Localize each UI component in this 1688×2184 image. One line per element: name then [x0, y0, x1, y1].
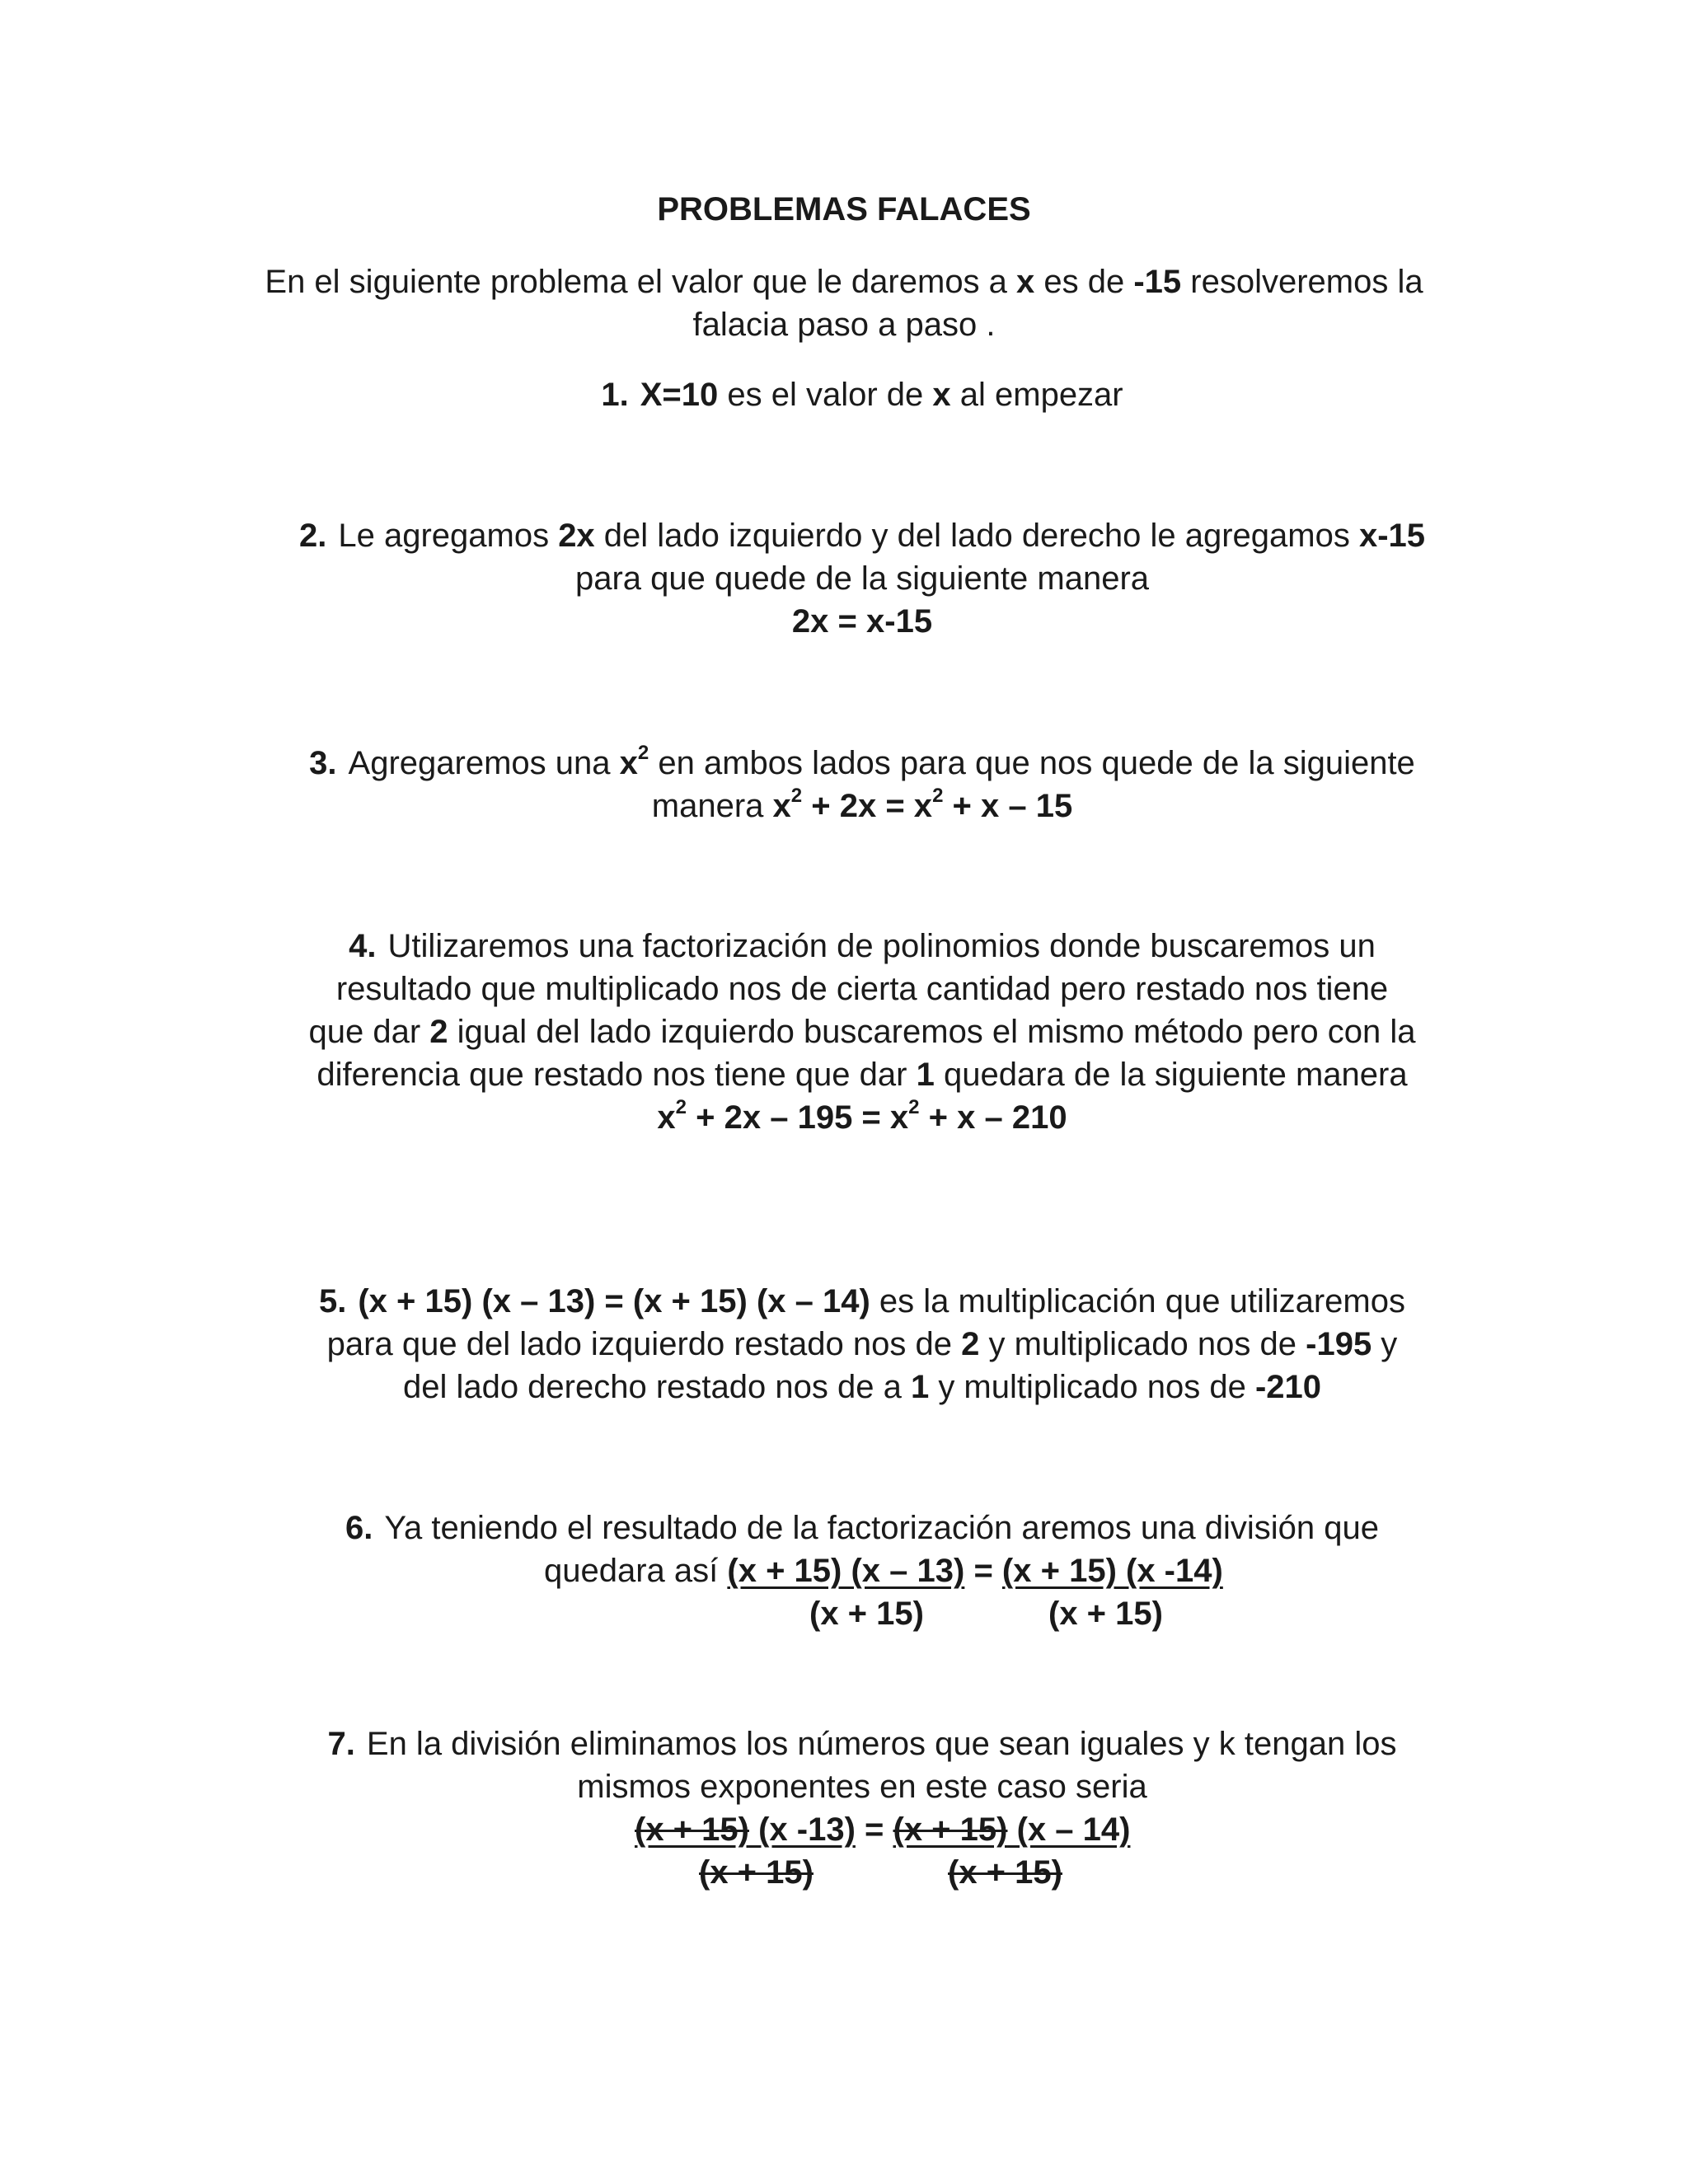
step-2-line-1: 2. Le agregamos 2x del lado izquierdo y del lado derecho le agregamos x-15: [298, 518, 1426, 554]
step-6-denominator-left: (x + 15): [809, 1596, 924, 1632]
step-4-line-2: resultado que multiplicado nos de cierta cantidad pero restado nos tiene: [335, 971, 1389, 1007]
step-7-denominator-right: (x + 15): [948, 1854, 1062, 1891]
step-7-fraction-numerators: (x + 15) (x -13) = (x + 15) (x – 14): [635, 1811, 1131, 1848]
step-5-line-3: del lado derecho restado nos de a 1 y multiplicado nos de -210: [402, 1369, 1322, 1405]
document-title: PROBLEMAS FALACES: [657, 191, 1031, 227]
step-6-line-1: 6. Ya teniendo el resultado de la factorización aremos una división que: [345, 1510, 1380, 1546]
step-4-line-3: que dar 2 igual del lado izquierdo buscaremos el mismo método pero con la: [308, 1014, 1416, 1050]
step-6-fraction-numerators: quedara así (x + 15) (x – 13) = (x + 15) (x -14): [544, 1553, 1223, 1589]
step-4-line-4: diferencia que restado nos tiene que dar 1 quedara de la siguiente manera: [316, 1057, 1408, 1093]
intro-line-2: falacia paso a paso .: [692, 307, 996, 343]
step-2-equation: 2x = x-15: [791, 603, 933, 640]
step-3-line-1: 3. Agregaremos una $x^2$ en ambos lados para que nos quede de la siguiente: [309, 742, 1415, 781]
step-5-line-1: 5. (x + 15) (x – 13) = (x + 15) (x – 14) es la multiplicación que utilizaremos: [319, 1283, 1405, 1319]
step-4-line-1: 4. Utilizaremos una factorización de polinomios donde buscaremos un: [349, 928, 1376, 964]
step-6-denominator-right: (x + 15): [1048, 1596, 1163, 1632]
step-7-denominator-left: (x + 15): [699, 1854, 814, 1891]
intro-line-1: En el siguiente problema el valor que le daremos a x es de -15 resolveremos la: [265, 264, 1423, 300]
step-7-line-2: mismos exponentes en este caso seria: [577, 1769, 1147, 1805]
step-4-equation: $x^2 + 2x - 195 = x^2 + x - 210$: [657, 1096, 1067, 1136]
step-2-line-2: para que quede de la siguiente manera: [574, 560, 1150, 597]
step-3-equation: manera $x^2 + 2x = x^2 + x - 15$: [651, 785, 1073, 824]
step-5-line-2: para que del lado izquierdo restado nos de 2 y multiplicado nos de -195 y: [326, 1326, 1398, 1362]
step-7-line-1: 7. En la división eliminamos los números que sean iguales y k tengan los: [327, 1726, 1397, 1762]
step-1: 1. X=10 es el valor de x al empezar: [601, 377, 1123, 413]
